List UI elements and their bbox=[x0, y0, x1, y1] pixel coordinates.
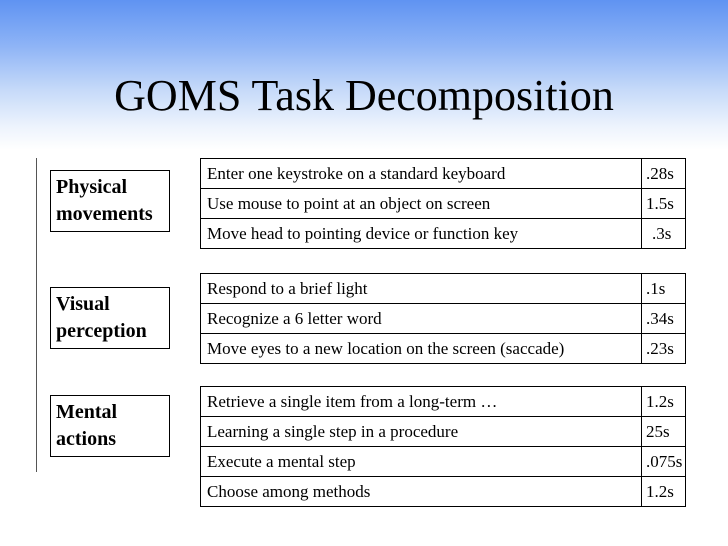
table-row bbox=[201, 304, 686, 334]
table-row bbox=[201, 189, 686, 219]
table-row bbox=[201, 334, 686, 364]
task-cell: Enter one keystroke on a standard keyboard bbox=[201, 159, 642, 189]
time-cell: .23s bbox=[642, 334, 686, 364]
task-cell: Move head to pointing device or function key bbox=[201, 219, 642, 249]
time-cell: 1.2s bbox=[642, 477, 686, 507]
table-row bbox=[201, 219, 686, 249]
table-row bbox=[201, 477, 686, 507]
table-row bbox=[201, 387, 686, 417]
task-cell: Recognize a 6 letter word bbox=[201, 304, 642, 334]
time-cell: .075s bbox=[642, 447, 686, 477]
time-cell: 25s bbox=[642, 417, 686, 447]
category-physical-movements: Physical movements bbox=[50, 170, 170, 232]
task-cell: Learning a single step in a procedure bbox=[201, 417, 642, 447]
time-cell: .28s bbox=[642, 159, 686, 189]
time-cell: .1s bbox=[642, 274, 686, 304]
visual-perception-table bbox=[200, 273, 686, 364]
task-cell: Move eyes to a new location on the screen (saccade) bbox=[201, 334, 642, 364]
time-cell: .34s bbox=[642, 304, 686, 334]
table-row bbox=[201, 447, 686, 477]
time-cell: 1.2s bbox=[642, 387, 686, 417]
table-row bbox=[201, 159, 686, 189]
task-cell: Retrieve a single item from a long-term … bbox=[201, 387, 642, 417]
category-mental-actions: Mental actions bbox=[50, 395, 170, 457]
mental-actions-table bbox=[200, 386, 686, 507]
time-cell: 1.5s bbox=[642, 189, 686, 219]
vertical-divider bbox=[36, 158, 37, 472]
task-cell: Choose among methods bbox=[201, 477, 642, 507]
table-row bbox=[201, 417, 686, 447]
slide-title: GOMS Task Decomposition bbox=[114, 71, 614, 120]
task-cell: Respond to a brief light bbox=[201, 274, 642, 304]
table-row bbox=[201, 274, 686, 304]
time-cell: .3s bbox=[642, 219, 686, 249]
task-cell: Use mouse to point at an object on screen bbox=[201, 189, 642, 219]
category-visual-perception: Visual perception bbox=[50, 287, 170, 349]
physical-movements-table bbox=[200, 158, 686, 249]
task-cell: Execute a mental step bbox=[201, 447, 642, 477]
